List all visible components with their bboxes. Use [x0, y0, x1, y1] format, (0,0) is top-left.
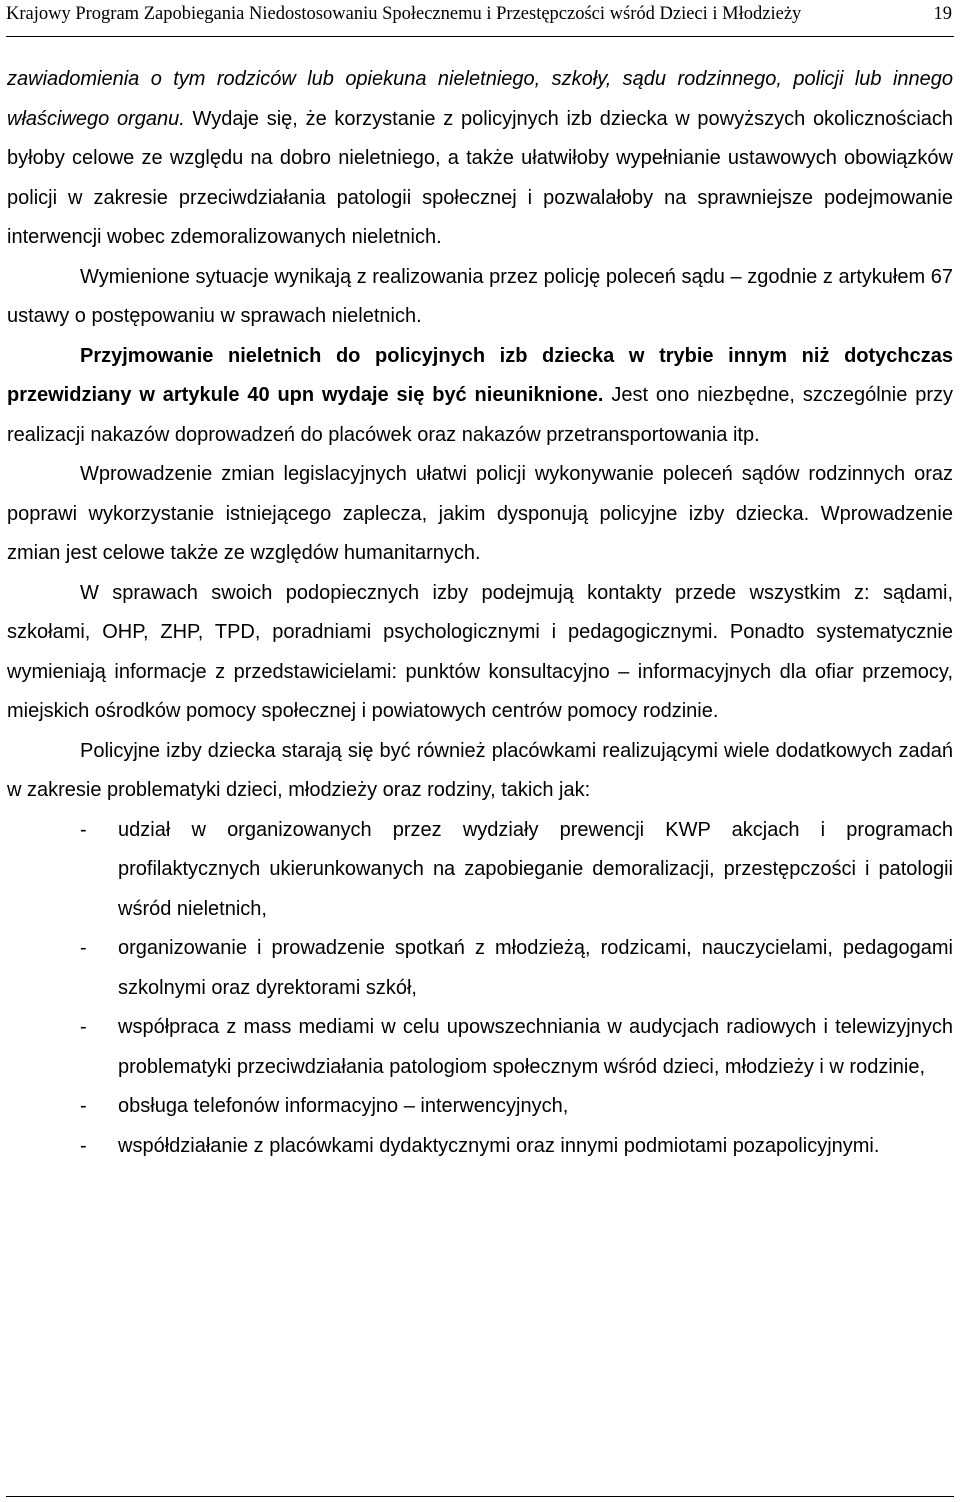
list-item — [7, 1127, 953, 1167]
list-item-text: obsługa telefonów informacyjno – interwencyjnych, — [118, 1095, 569, 1117]
list-item-text: współdziałanie z placówkami dydaktycznymi oraz innymi podmiotami pozapolicyjnymi. — [118, 1134, 880, 1157]
running-header — [6, 0, 954, 37]
list-item — [7, 929, 953, 1008]
paragraph-6: Policyjne izby dziecka starają się być również placówkami realizującymi wiele dodatkowych zadań w zakresie problematyki dzieci, młodzieży oraz rodziny, takich jak: — [7, 739, 953, 801]
list-marker: - — [80, 818, 87, 841]
paragraph-3-text: Jest ono niezbędne, szczególnie przy realizacji nakazów doprowadzeń do placówek oraz nakazów przetransportowania itp. — [7, 384, 953, 446]
header-title: Krajowy Program Zapobiegania Niedostosowaniu Społecznemu i Przestępczości wśród Dzieci i Młodzieży — [6, 4, 802, 24]
list-item-text: udział w organizowanych przez wydziały prewencji KWP akcjach i programach profilaktycznych ukierunkowanych na zapobieganie demoralizacji, przestępczości i patologii wśród nieletnich, — [118, 818, 953, 920]
list-item — [7, 1087, 953, 1127]
paragraph-1-text: Wydaje się, że korzystanie z policyjnych izb dziecka w powyższych okolicznościach byłoby celowe ze względu na dobro nieletniego, a także ułatwiłoby wypełnianie ustawowych obowiązków policji w zakresie przeciwdziałania patologii społecznej i pozwalałoby na sprawniejsze podejmowanie interwencji wobec zdemoralizowanych nieletnich. — [7, 107, 954, 248]
list-marker: - — [80, 1016, 87, 1038]
paragraph-3-bold-text: Przyjmowanie nieletnich do policyjnych izb dziecka w trybie innym niż dotychczas przewidziany w artykule 40 upn wydaje się być nieuniknione. — [7, 344, 953, 406]
paragraph-1 — [7, 60, 953, 258]
list-marker: - — [80, 1134, 87, 1157]
task-list — [7, 811, 953, 1167]
paragraph-1-italic-text: zawiadomienia o tym rodziców lub opiekuna nieletniego, szkoły, sądu rodzinnego, policji lub innego właściwego organu. — [7, 68, 953, 130]
paragraph-5: W sprawach swoich podopiecznych izby podejmują kontakty przede wszystkim z: sądami, szkołami, OHP, ZHP, TPD, poradniami psychologicznymi i pedagogicznymi. Ponadto systematycznie wymieniają informacje z przedstawicielami: punktów konsultacyjno – informacyjnych dla ofiar przemocy, miejskich ośrodków pomocy społecznej i powiatowych centrów pomocy rodzinie. — [7, 581, 953, 722]
paragraph-2: Wymienione sytuacje wynikają z realizowania przez policję poleceń sądu – zgodnie z artykułem 67 ustawy o postępowaniu w sprawach nieletnich. — [7, 265, 953, 327]
list-marker: - — [80, 1095, 87, 1117]
list-item-text: współpraca z mass mediami w celu upowszechniania w audycjach radiowych i telewizyjnych problematyki przeciwdziałania patologiom społecznym wśród dzieci, młodzieży i w rodzinie, — [118, 1016, 953, 1078]
paragraph-3 — [7, 337, 953, 456]
list-item — [7, 1008, 953, 1087]
list-marker: - — [80, 937, 87, 959]
document-body — [7, 60, 953, 1166]
page-number: 19 — [933, 4, 952, 24]
list-item-text: organizowanie i prowadzenie spotkań z młodzieżą, rodzicami, nauczycielami, pedagogami szkolnymi oraz dyrektorami szkół, — [118, 937, 953, 999]
list-item — [7, 811, 953, 930]
footer-rule — [6, 1496, 954, 1497]
paragraph-4: Wprowadzenie zmian legislacyjnych ułatwi policji wykonywanie poleceń sądów rodzinnych oraz poprawi wykorzystanie istniejącego zaplecza, jakim dysponują policyjne izby dziecka. Wprowadzenie zmian jest celowe także ze względów humanitarnych. — [7, 463, 953, 564]
